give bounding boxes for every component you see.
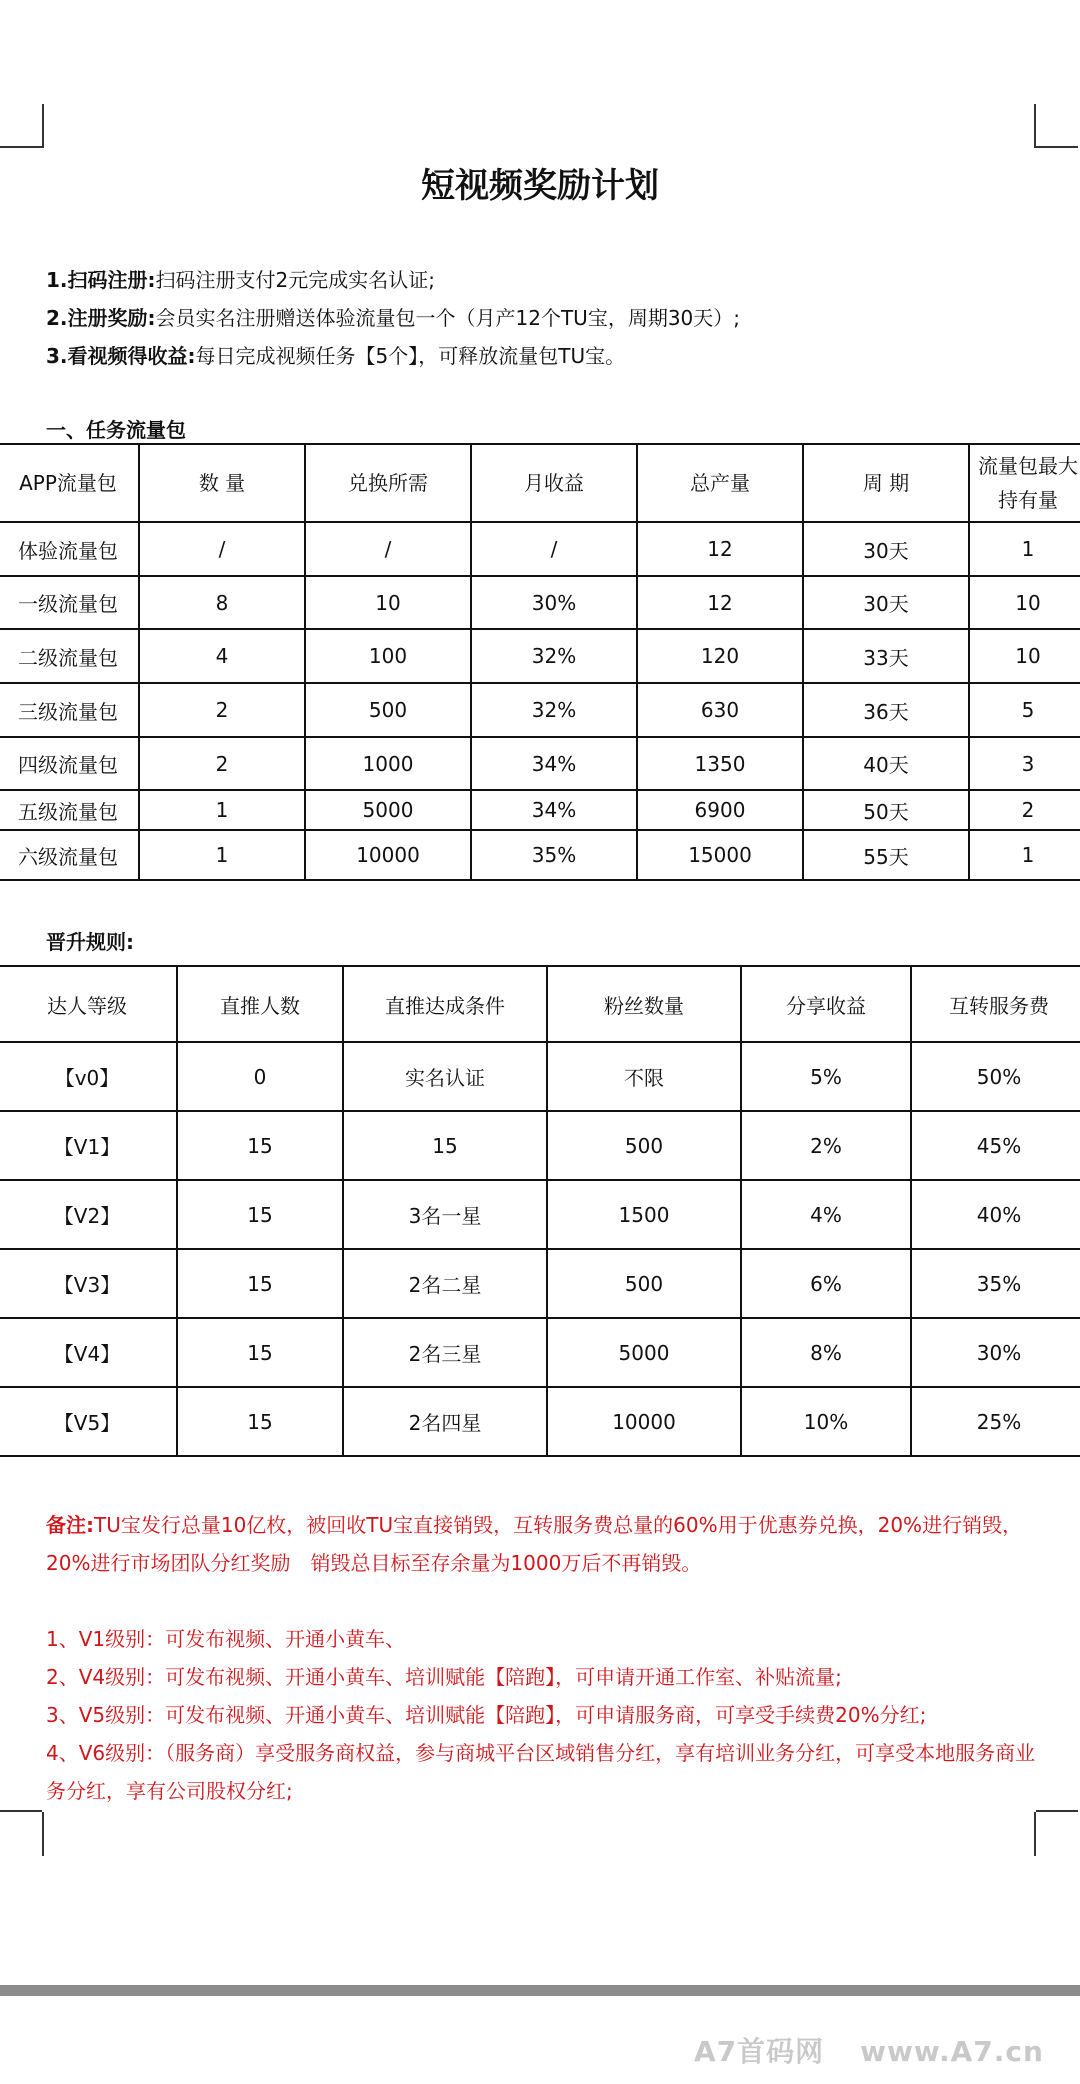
table-cell: 3 [969, 737, 1080, 790]
table-cell: 6900 [637, 790, 803, 830]
table-cell: 实名认证 [343, 1042, 547, 1111]
table-cell: 34% [471, 737, 637, 790]
table-row [0, 1249, 1080, 1318]
table-cell: 5% [741, 1042, 911, 1111]
intro-text: 扫码注册支付2元完成实名认证; [155, 268, 435, 292]
column-header: 直推人数 [177, 966, 343, 1042]
table-cell: 6% [741, 1249, 911, 1318]
table-cell: / [305, 522, 471, 576]
column-header: 月收益 [471, 444, 637, 522]
remarks-item-v1: 1、V1级别：可发布视频、开通小黄车、 [46, 1627, 406, 1651]
table-cell: 1 [969, 830, 1080, 880]
table-cell: 四级流量包 [0, 737, 139, 790]
table-row [0, 629, 1080, 683]
table-cell: 【V1】 [0, 1111, 177, 1180]
column-header: 达人等级 [0, 966, 177, 1042]
table-cell: 2 [139, 683, 305, 737]
table-row [0, 1318, 1080, 1387]
table-row [0, 1042, 1080, 1111]
table-cell: 15 [177, 1249, 343, 1318]
table-cell: 2名四星 [343, 1387, 547, 1456]
table-cell: 55天 [803, 830, 969, 880]
table-cell: 【v0】 [0, 1042, 177, 1111]
table-row [0, 576, 1080, 629]
table-cell: 4 [139, 629, 305, 683]
table-row [0, 522, 1080, 576]
section-heading-traffic-packages: 一、任务流量包 [46, 418, 186, 442]
table-cell: 5000 [547, 1318, 741, 1387]
table-cell: / [471, 522, 637, 576]
column-header: 流量包最大持有量 [969, 444, 1080, 522]
table-cell: 【V5】 [0, 1387, 177, 1456]
table-cell: / [139, 522, 305, 576]
table-cell: 1 [139, 830, 305, 880]
table-cell: 500 [547, 1111, 741, 1180]
table-cell: 32% [471, 683, 637, 737]
table-cell: 25% [911, 1387, 1080, 1456]
table-cell: 15 [177, 1111, 343, 1180]
table-cell: 30% [911, 1318, 1080, 1387]
table-cell: 40% [911, 1180, 1080, 1249]
table-cell: 2% [741, 1111, 911, 1180]
column-header: 兑换所需 [305, 444, 471, 522]
section-heading-promotion-rules: 晋升规则: [46, 930, 134, 954]
footer-divider [0, 1985, 1080, 1996]
table-cell: 三级流量包 [0, 683, 139, 737]
intro-label: 2.注册奖励: [46, 306, 156, 330]
table-cell: 10 [969, 576, 1080, 629]
table-cell: 10 [969, 629, 1080, 683]
table-cell: 1350 [637, 737, 803, 790]
table-cell: 【V4】 [0, 1318, 177, 1387]
watermark-brand: A7首码网 [694, 2035, 825, 2068]
table-row [0, 1111, 1080, 1180]
table-row [0, 830, 1080, 880]
table-row [0, 737, 1080, 790]
promotion-rules-table [0, 965, 1080, 1457]
table-cell: 630 [637, 683, 803, 737]
table-cell: 【V3】 [0, 1249, 177, 1318]
table-cell: 8% [741, 1318, 911, 1387]
column-header: 分享收益 [741, 966, 911, 1042]
table-cell: 32% [471, 629, 637, 683]
table-cell: 10 [305, 576, 471, 629]
remarks-paragraph [46, 1506, 1046, 1582]
table-cell: 12 [637, 576, 803, 629]
table-cell: 15000 [637, 830, 803, 880]
table-cell: 12 [637, 522, 803, 576]
table-cell: 15 [177, 1180, 343, 1249]
table-cell: 1500 [547, 1180, 741, 1249]
intro-line-1 [46, 264, 435, 293]
column-header: 数 量 [139, 444, 305, 522]
table-cell: 35% [911, 1249, 1080, 1318]
table-cell: 50天 [803, 790, 969, 830]
page-title: 短视频奖励计划 [421, 166, 659, 206]
remarks-item-v4: 2、V4级别：可发布视频、开通小黄车、培训赋能【陪跑】，可申请开通工作室、补贴流量; [46, 1665, 842, 1689]
table-cell: 120 [637, 629, 803, 683]
table-cell: 8 [139, 576, 305, 629]
column-header: APP流量包 [0, 444, 139, 522]
table-cell: 一级流量包 [0, 576, 139, 629]
table-cell: 35% [471, 830, 637, 880]
table-cell: 五级流量包 [0, 790, 139, 830]
table-cell: 体验流量包 [0, 522, 139, 576]
table-row [0, 790, 1080, 830]
column-header: 总产量 [637, 444, 803, 522]
column-header: 直推达成条件 [343, 966, 547, 1042]
table-cell: 50% [911, 1042, 1080, 1111]
watermark [694, 2030, 1044, 2070]
table-cell: 15 [343, 1111, 547, 1180]
table-row [0, 1180, 1080, 1249]
column-header: 粉丝数量 [547, 966, 741, 1042]
intro-label: 3.看视频得收益: [46, 344, 196, 368]
table-cell: 10000 [547, 1387, 741, 1456]
intro-text: 每日完成视频任务【5个】，可释放流量包TU宝。 [195, 344, 626, 368]
table-cell: 5000 [305, 790, 471, 830]
table-cell: 1 [969, 522, 1080, 576]
table-cell: 2 [969, 790, 1080, 830]
remarks-item-v5: 3、V5级别：可发布视频、开通小黄车、培训赋能【陪跑】，可申请服务商，可享受手续费20%分红; [46, 1703, 927, 1727]
table-row [0, 683, 1080, 737]
table-cell: 4% [741, 1180, 911, 1249]
table-cell: 不限 [547, 1042, 741, 1111]
table-cell: 1000 [305, 737, 471, 790]
watermark-url: www.A7.cn [860, 2035, 1044, 2068]
table-cell: 六级流量包 [0, 830, 139, 880]
table-cell: 34% [471, 790, 637, 830]
table-cell: 10% [741, 1387, 911, 1456]
table-cell: 36天 [803, 683, 969, 737]
intro-line-3 [46, 340, 625, 369]
intro-label: 1.扫码注册: [46, 268, 156, 292]
table-cell: 0 [177, 1042, 343, 1111]
table-row [0, 1387, 1080, 1456]
table-cell: 500 [547, 1249, 741, 1318]
table-cell: 5 [969, 683, 1080, 737]
table-cell: 33天 [803, 629, 969, 683]
table-cell: 40天 [803, 737, 969, 790]
table-cell: 100 [305, 629, 471, 683]
table-cell: 45% [911, 1111, 1080, 1180]
traffic-package-table [0, 443, 1080, 881]
table-cell: 1 [139, 790, 305, 830]
column-header: 互转服务费 [911, 966, 1080, 1042]
remarks-label: 备注: [46, 1513, 94, 1537]
table-cell: 15 [177, 1318, 343, 1387]
column-header: 周 期 [803, 444, 969, 522]
intro-text: 会员实名注册赠送体验流量包一个（月产12个TU宝，周期30天）; [155, 306, 741, 330]
table-cell: 30天 [803, 576, 969, 629]
table-cell: 10000 [305, 830, 471, 880]
table-cell: 2 [139, 737, 305, 790]
table-header-row [0, 444, 1080, 522]
table-cell: 二级流量包 [0, 629, 139, 683]
table-cell: 30% [471, 576, 637, 629]
table-cell: 30天 [803, 522, 969, 576]
table-header-row [0, 966, 1080, 1042]
table-cell: 2名二星 [343, 1249, 547, 1318]
table-cell: 2名三星 [343, 1318, 547, 1387]
remarks-item-v6: 4、V6级别：（服务商）享受服务商权益，参与商城平台区域销售分红，享有培训业务分红，可享受本地服务商业务分红，享有公司股权分红; [46, 1741, 1036, 1803]
remarks-text: TU宝发行总量10亿枚，被回收TU宝直接销毁，互转服务费总量的60%用于优惠券兑换，20%进行销毁，20%进行市场团队分红奖励 销毁总目标至存余量为1000万后不再销毁。 [46, 1513, 1023, 1575]
table-cell: 【V2】 [0, 1180, 177, 1249]
table-cell: 500 [305, 683, 471, 737]
table-cell: 3名一星 [343, 1180, 547, 1249]
table-cell: 15 [177, 1387, 343, 1456]
intro-line-2 [46, 302, 740, 331]
